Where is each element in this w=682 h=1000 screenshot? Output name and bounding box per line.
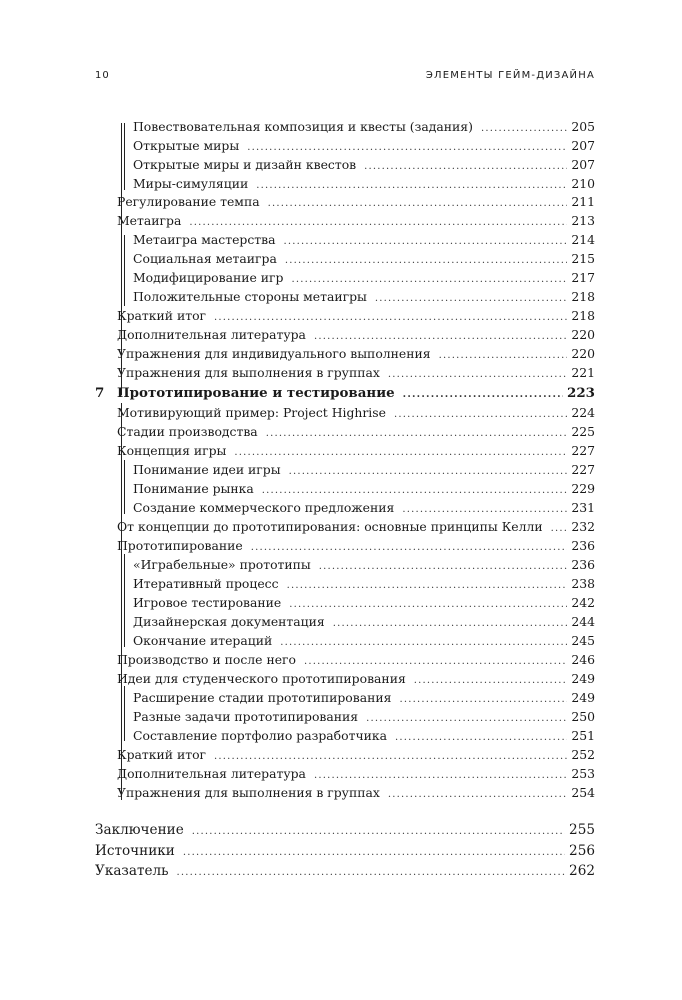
- subsection-rule: [124, 554, 125, 647]
- toc-end-entry[interactable]: Заключение ..... 255: [95, 821, 595, 839]
- subsection-rule: [124, 235, 125, 306]
- toc-entry[interactable]: Метаигра ..... 213: [117, 212, 595, 230]
- chapter-number: 7: [95, 385, 105, 401]
- toc-entry[interactable]: Прототипирование ..... 236: [117, 537, 595, 555]
- toc-entry[interactable]: Окончание итераций ..... 245: [133, 632, 595, 650]
- toc-entry[interactable]: Игровое тестирование ..... 242: [133, 594, 595, 612]
- toc-entry[interactable]: «Играбельные» прототипы ..... 236: [133, 556, 595, 574]
- book-title: ЭЛЕМЕНТЫ ГЕЙМ-ДИЗАЙНА: [425, 70, 595, 81]
- toc-entry[interactable]: Открытые миры и дизайн квестов ..... 207: [133, 156, 595, 174]
- toc-entry[interactable]: Упражнения для выполнения в группах ..... 221: [117, 364, 595, 382]
- running-header: [95, 70, 595, 84]
- toc-entry[interactable]: Производство и после него ..... 246: [117, 651, 595, 669]
- toc-entry[interactable]: Дополнительная литература ..... 253: [117, 765, 595, 783]
- toc-entry[interactable]: Идеи для студенческого прототипирования ..... 249: [117, 670, 595, 688]
- toc-entry[interactable]: Краткий итог ..... 218: [117, 307, 595, 325]
- toc-entry[interactable]: Итеративный процесс ..... 238: [133, 575, 595, 593]
- toc-entry[interactable]: Создание коммерческого предложения ..... 231: [133, 499, 595, 517]
- toc-entry[interactable]: Понимание рынка ..... 229: [133, 480, 595, 498]
- toc-end-entry[interactable]: Источники ..... 256: [95, 842, 595, 860]
- toc-entry[interactable]: Концепция игры ..... 227: [117, 442, 595, 460]
- subsection-rule: [124, 123, 125, 190]
- toc-entry[interactable]: Метаигра мастерства ..... 214: [133, 231, 595, 249]
- toc-chapter-entry[interactable]: 7 Прототипирование и тестирование ..... 223: [95, 384, 595, 402]
- toc-entry[interactable]: Стадии производства ..... 225: [117, 423, 595, 441]
- toc-entry[interactable]: От концепции до прототипирования: основные принципы Келли ..... 232: [117, 518, 595, 536]
- toc-end-entry[interactable]: Указатель ..... 262: [95, 862, 595, 880]
- toc-entry[interactable]: Составление портфолио разработчика ..... 251: [133, 727, 595, 745]
- toc-entry[interactable]: Открытые миры ..... 207: [133, 137, 595, 155]
- toc-entry[interactable]: Повествовательная композиция и квесты (задания) ..... 205: [133, 118, 595, 136]
- toc-entry[interactable]: Упражнения для выполнения в группах ..... 254: [117, 784, 595, 802]
- subsection-rule: [124, 686, 125, 741]
- toc-entry[interactable]: Регулирование темпа ..... 211: [117, 193, 595, 211]
- toc-entry[interactable]: Дизайнерская документация ..... 244: [133, 613, 595, 631]
- page-number: 10: [95, 70, 110, 81]
- toc-entry[interactable]: Упражнения для индивидуального выполнения ..... 220: [117, 345, 595, 363]
- toc-entry[interactable]: Дополнительная литература ..... 220: [117, 326, 595, 344]
- toc-entry[interactable]: Миры-симуляции ..... 210: [133, 175, 595, 193]
- toc-entry[interactable]: Мотивирующий пример: Project Highrise ..... 224: [117, 404, 595, 422]
- toc-entry[interactable]: Положительные стороны метаигры ..... 218: [133, 288, 595, 306]
- toc-entry[interactable]: Социальная метаигра ..... 215: [133, 250, 595, 268]
- toc-entry[interactable]: Расширение стадии прототипирования ..... 249: [133, 689, 595, 707]
- toc-entry[interactable]: Понимание идеи игры ..... 227: [133, 461, 595, 479]
- toc-entry[interactable]: Модифицирование игр ..... 217: [133, 269, 595, 287]
- toc-entry[interactable]: Разные задачи прототипирования ..... 250: [133, 708, 595, 726]
- toc-entry[interactable]: Краткий итог ..... 252: [117, 746, 595, 764]
- section-rule: [121, 403, 122, 800]
- subsection-rule: [124, 460, 125, 514]
